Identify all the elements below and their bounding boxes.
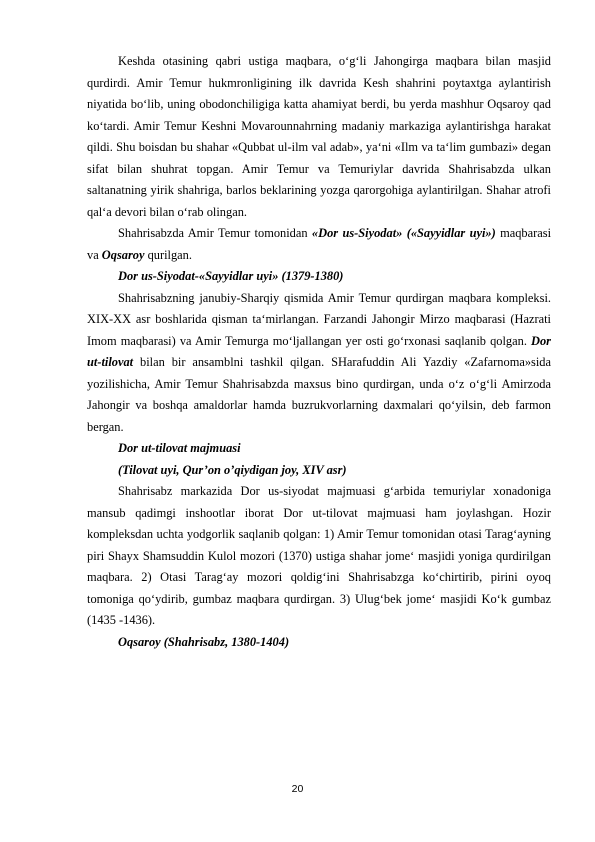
- paragraph-kesh-history: Keshda otasining qabri ustiga maqbara, o‘g‘li Jahongirga maqbara bilan masjid qurdirdi. Amir Temur hukmronligining ilk davrida Kesh shahrini poytaxtga aylantirish niyatida bo‘lib, uning obodonchiligiga katta ahamiyat berdi, bu yerda mashhur Oqsaroy qad ko‘tardi. Amir Temur Keshni Movarounnahrning madaniy markaziga aylantirishga harakat qildi. Shu boisdan bu shahar «Qubbat ul-ilm val adab», ya‘ni «Ilm va ta‘lim gumbazi» degan sifat bilan shuhrat topgan. Amir Temur va Temuriylar davrida Shahrisabzda ulkan saltanatning yirik shahriga, barlos beklarining yozga qarorgohiga aylantirilgan. Shahar atrofi qal‘a devori bilan o‘rab olingan.: [87, 54, 551, 219]
- paragraph-text: bilan bir ansamblni tashkil qilgan. SHarafuddin Ali Yazdiy «Zafarnoma»sida yozilishicha, Amir Temur Shahrisabzda maxsus bino qurdirgan, unda o‘z o‘g‘li Amirzoda Jahongir va boshqa amaldorlar hamda buzrukvorlarning daxmalari qo‘yilsin, deb farmon bergan.: [87, 355, 551, 434]
- paragraph-dor-us-siyodat: [87, 288, 551, 439]
- emphasis-dor-ut-tilovat: Dor ut-tilovat: [87, 333, 551, 369]
- document-page: [87, 51, 551, 653]
- heading-dor-ut-tilovat: Dor ut-tilovat majmuasi: [118, 441, 241, 455]
- heading-dor-us-siyodat: Dor us-Siyodat-«Sayyidlar uyi» (1379-1380): [118, 269, 344, 283]
- paragraph-text: maqbarasi va: [87, 226, 552, 262]
- emphasis-oqsaroy: Oqsaroy: [101, 247, 145, 262]
- paragraph-text: Shahrisabzning janubiy-Sharqiy qismida Amir Temur qurdirgan maqbara kompleksi. XIX-XX asr boshlarida qisman ta‘mirlangan. Farzandi Jahongir Mirzo maqbarasi (Hazrati Imom maqbarasi) va Amir Temurga mo‘ljallangan yer osti go‘rxonasi saqlanib qolgan.: [87, 290, 551, 348]
- emphasis-dor-us-siyodat: «Dor us-Siyodat» («Sayyidlar uyi»): [311, 226, 496, 240]
- paragraph-text: Shahrisabzda Amir Temur tomonidan: [118, 226, 312, 240]
- paragraph-text: qurilgan.: [144, 247, 192, 262]
- paragraph-dor-ut-tilovat: Shahrisabz markazida Dor us-siyodat majmuasi g‘arbida temuriylar xonadoniga mansub qadimgi inshootlar iborat Dor ut-tilovat majmuasi ham joylashgan. Hozir kompleksdan uchta yodgorlik saqlanib qolgan: 1) Amir Temur tomonidan otasi Tarag‘ayning piri Shayx Shamsuddin Kulol mozori (1370) ustiga shahar jome‘ masjidi yoniga qurdirilgan maqbara. 2) Otasi Tarag‘ay mozori qoldig‘ini Shahrisabzga ko‘chirtirib, pirini oyoq tomoniga qo‘ydirib, gumbaz maqbara qurdirgan. 3) Ulug‘bek jome‘ masjidi Ko‘k gumbaz (1435 -1436).: [87, 484, 551, 627]
- paragraph-buildings-intro: [87, 223, 551, 266]
- subheading-tilovat-uyi: (Tilovat uyi, Qur’on o’qiydigan joy, XIV asr): [118, 462, 347, 477]
- page-number: 20: [291, 783, 304, 795]
- heading-oqsaroy: Oqsaroy (Shahrisabz, 1380-1404): [118, 634, 290, 649]
